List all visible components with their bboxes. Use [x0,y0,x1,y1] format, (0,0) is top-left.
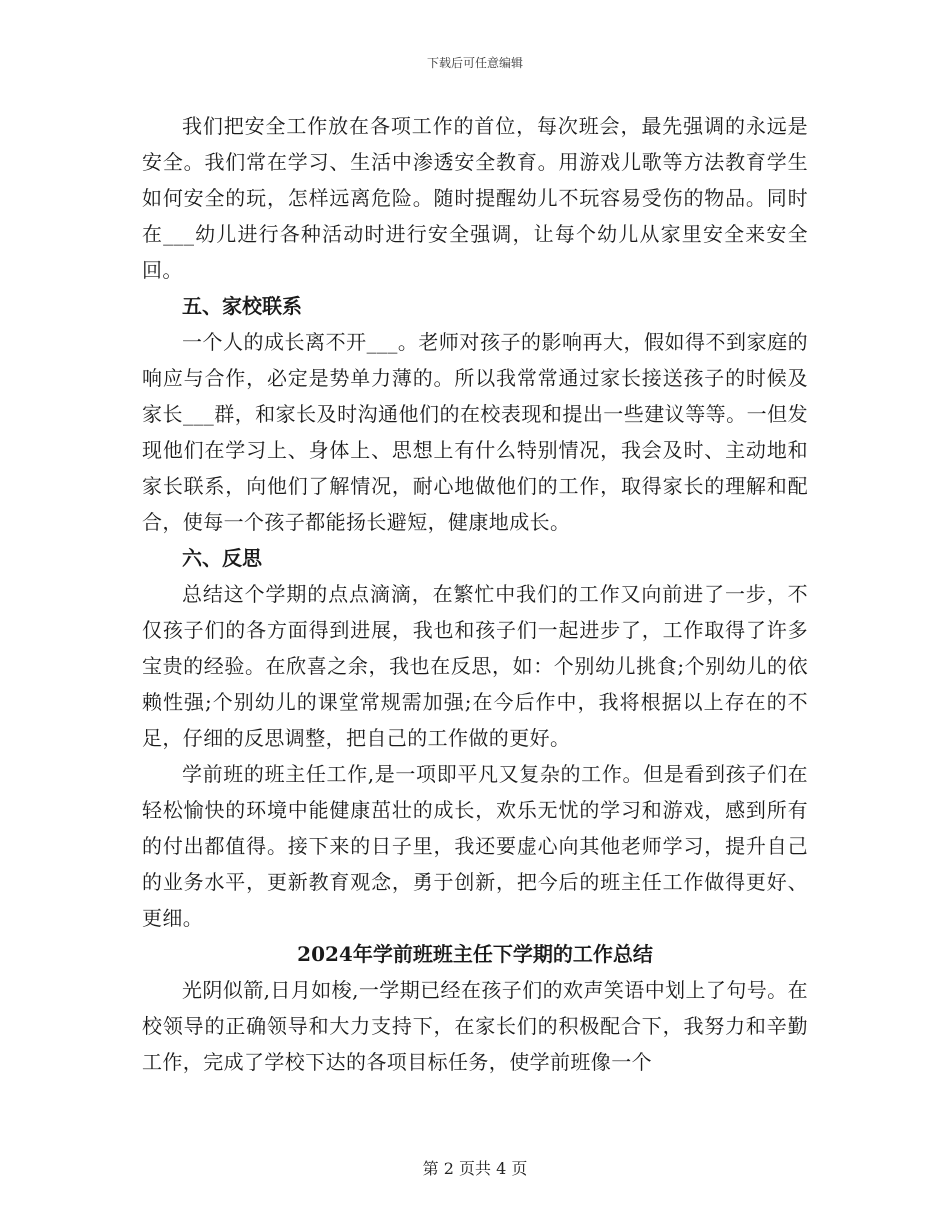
header-note: 下载后可任意编辑 [426,56,523,70]
paragraph-home-school: 一个人的成长离不开___。老师对孩子的影响再大，假如得不到家庭的响应与合作，必定是势单力薄的。所以我常常通过家长接送孩子的时候及家长___群，和家长及时沟通他们的在校表现和提出一些建议等等。一但发现他们在学习上、身体上、思想上有什么特别情况，我会及时、主动地和家长联系，向他们了解情况，耐心地做他们的工作，取得家长的理解和配合，使每一个孩子都能扬长避短，健康地成长。 [142,330,808,534]
page-number: 第 2 页共 4 页 [422,1159,528,1178]
document-body [142,108,808,1080]
paragraph-reflection: 总结这个学期的点点滴滴，在繁忙中我们的工作又向前进了一步，不仅孩子们的各方面得到进展，我也和孩子们一起进步了，工作取得了许多宝贵的经验。在欣喜之余，我也在反思，如：个别幼儿挑食;个别幼儿的依赖性强;个别幼儿的课堂常规需加强;在今后作中，我将根据以上存在的不足，仔细的反思调整，把自己的工作做的更好。 [142,582,808,750]
section-heading-reflection: 六、反思 [182,546,262,570]
paragraph-conclusion: 学前班的班主任工作,是一项即平凡又复杂的工作。但是看到孩子们在轻松愉快的环境中能健康茁壮的成长，欢乐无忧的学习和游戏，感到所有的付出都值得。接下来的日子里，我还要虚心向其他老师学习，提升自己的业务水平，更新教育观念，勇于创新，把今后的班主任工作做得更好、更细。 [142,762,808,930]
document-title-next: 2024年学前班班主任下学期的工作总结 [297,942,653,966]
paragraph-next-intro: 光阴似箭,日月如梭,一学期已经在孩子们的欢声笑语中划上了句号。在校领导的正确领导和大力支持下，在家长们的积极配合下，我努力和辛勤工作，完成了学校下达的各项目标任务，使学前班像一个 [142,978,808,1074]
paragraph-safety: 我们把安全工作放在各项工作的首位，每次班会，最先强调的永远是安全。我们常在学习、生活中渗透安全教育。用游戏儿歌等方法教育学生如何安全的玩，怎样远离危险。随时提醒幼儿不玩容易受伤的物品。同时在___幼儿进行各种活动时进行安全强调，让每个幼儿从家里安全来安全回。 [142,114,808,282]
section-heading-home-school: 五、家校联系 [182,294,302,318]
